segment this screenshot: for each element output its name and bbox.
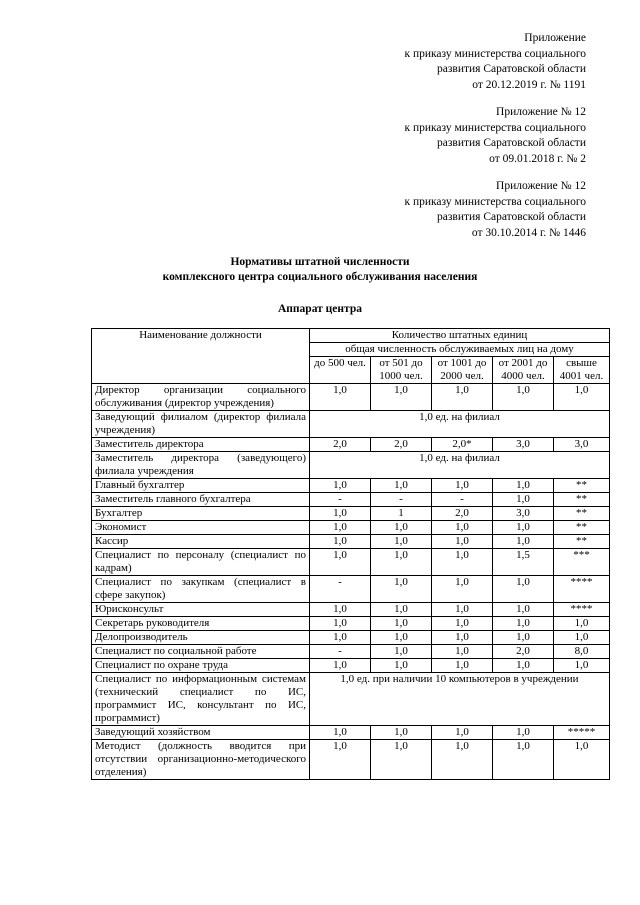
value-cell: 1,0 <box>310 535 371 549</box>
range-header: свыше 4001 чел. <box>554 357 610 384</box>
value-cell: 1,0 <box>371 726 432 740</box>
header-line: Приложение <box>524 32 586 44</box>
value-cell: *** <box>554 549 610 576</box>
value-cell: 1,0 <box>371 603 432 617</box>
table-row <box>92 673 610 726</box>
position-name: Бухгалтер <box>92 507 310 521</box>
value-cell: 1,0 <box>310 726 371 740</box>
value-cell: 1,0 <box>310 659 371 673</box>
table-row <box>92 603 610 617</box>
value-cell: 2,0 <box>493 645 554 659</box>
value-cell: 1 <box>371 507 432 521</box>
value-cell: 1,0 <box>310 549 371 576</box>
value-cell: 1,0 <box>371 645 432 659</box>
table-row <box>92 438 610 452</box>
position-name: Экономист <box>92 521 310 535</box>
range-header: до 500 чел. <box>310 357 371 384</box>
value-cell: 1,0 <box>493 493 554 507</box>
value-cell: 1,0 <box>554 659 610 673</box>
range-header: от 1001 до 2000 чел. <box>432 357 493 384</box>
value-cell: 1,0 <box>493 576 554 603</box>
position-name: Директор организации социального обслуживания (директор учреждения) <box>92 384 310 411</box>
position-name: Главный бухгалтер <box>92 479 310 493</box>
section-title: Аппарат центра <box>278 303 362 315</box>
count-header: Количество штатных единиц <box>310 329 610 343</box>
table-row <box>92 659 610 673</box>
document-title-line1: Нормативы штатной численности <box>230 256 410 268</box>
value-cell: 1,0 <box>371 549 432 576</box>
table-header-row <box>92 329 610 343</box>
value-cell: ** <box>554 521 610 535</box>
position-name: Секретарь руководителя <box>92 617 310 631</box>
header-line: от 09.01.2018 г. № 2 <box>489 152 586 165</box>
position-name: Специалист по информационным системам (технический специалист по ИС, программист ИС, консультант по ИС, программист) <box>92 673 310 726</box>
header-line: развития Саратовской области <box>437 211 586 223</box>
value-cell: - <box>310 493 371 507</box>
position-name: Заместитель главного бухгалтера <box>92 493 310 507</box>
value-cell: 3,0 <box>554 438 610 452</box>
value-cell: 2,0 <box>310 438 371 452</box>
position-name: Кассир <box>92 535 310 549</box>
value-cell: - <box>310 645 371 659</box>
position-header: Наименование должности <box>92 329 310 384</box>
value-cell: 1,0 <box>371 659 432 673</box>
value-cell: 3,0 <box>493 438 554 452</box>
header-line: к приказу министерства социального <box>404 47 586 60</box>
value-cell: 1,0 <box>310 507 371 521</box>
position-name: Методист (должность вводится при отсутствии организационно-методического отделения) <box>92 740 310 780</box>
header-line: Приложение № 12 <box>496 180 586 192</box>
value-cell: 1,0 <box>371 631 432 645</box>
value-cell: 1,0 <box>371 535 432 549</box>
value-cell: 1,5 <box>493 549 554 576</box>
value-cell: 1,0 <box>432 521 493 535</box>
header-line: развития Саратовской области <box>437 63 586 75</box>
header-line: от 30.10.2014 г. № 1446 <box>471 226 586 239</box>
table-row <box>92 507 610 521</box>
value-cell: 8,0 <box>554 645 610 659</box>
value-cell: 1,0 <box>310 384 371 411</box>
header-line: развития Саратовской области <box>437 137 586 149</box>
value-cell: 1,0 <box>371 479 432 493</box>
table-row <box>92 479 610 493</box>
value-cell: ** <box>554 493 610 507</box>
value-cell: ** <box>554 479 610 493</box>
value-cell: 2,0* <box>432 438 493 452</box>
table-row <box>92 411 610 438</box>
value-cell: 1,0 <box>310 617 371 631</box>
appendix-header-2014 <box>404 179 586 241</box>
value-cell: 1,0 <box>432 631 493 645</box>
table-row <box>92 726 610 740</box>
header-line: к приказу министерства социального <box>404 195 586 208</box>
document-title <box>0 255 640 285</box>
table-row <box>92 493 610 507</box>
position-name: Заместитель директора <box>92 438 310 452</box>
range-header: от 501 до 1000 чел. <box>371 357 432 384</box>
value-cell: 1,0 <box>493 384 554 411</box>
value-cell: 2,0 <box>432 507 493 521</box>
position-name: Заведующий филиалом (директор филиала учреждения) <box>92 411 310 438</box>
table-row <box>92 549 610 576</box>
table-row <box>92 645 610 659</box>
value-cell: 2,0 <box>371 438 432 452</box>
appendix-header-2019 <box>404 31 586 93</box>
document-title-line2: комплексного центра социального обслуживания населения <box>162 271 478 283</box>
value-cell: 1,0 <box>432 659 493 673</box>
value-cell: 1,0 <box>310 603 371 617</box>
span-value-cell: 1,0 ед. на филиал <box>310 452 610 479</box>
value-cell: 1,0 <box>493 535 554 549</box>
table-row <box>92 576 610 603</box>
value-cell: 1,0 <box>371 740 432 780</box>
value-cell: 1,0 <box>493 740 554 780</box>
range-header: от 2001 до 4000 чел. <box>493 357 554 384</box>
staffing-norms-table <box>91 328 610 780</box>
span-value-cell: 1,0 ед. при наличии 10 компьютеров в учреждении <box>310 673 610 726</box>
value-cell: 1,0 <box>432 726 493 740</box>
span-value-cell: 1,0 ед. на филиал <box>310 411 610 438</box>
table-body <box>92 384 610 780</box>
value-cell: 1,0 <box>493 617 554 631</box>
position-name: Делопроизводитель <box>92 631 310 645</box>
value-cell: 1,0 <box>432 384 493 411</box>
value-cell: 1,0 <box>432 576 493 603</box>
value-cell: ** <box>554 507 610 521</box>
appendix-header-2018 <box>404 105 586 167</box>
table-row <box>92 617 610 631</box>
value-cell: 1,0 <box>371 521 432 535</box>
value-cell: 1,0 <box>493 631 554 645</box>
served-people-header: общая численность обслуживаемых лиц на дому <box>310 343 610 357</box>
value-cell: 1,0 <box>432 535 493 549</box>
value-cell: 1,0 <box>554 617 610 631</box>
position-name: Специалист по закупкам (специалист в сфере закупок) <box>92 576 310 603</box>
value-cell: 1,0 <box>371 576 432 603</box>
value-cell: **** <box>554 576 610 603</box>
value-cell: 1,0 <box>310 479 371 493</box>
header-line: к приказу министерства социального <box>404 121 586 134</box>
value-cell: 3,0 <box>493 507 554 521</box>
header-line: Приложение № 12 <box>496 106 586 118</box>
position-name: Юрисконсульт <box>92 603 310 617</box>
table-row <box>92 384 610 411</box>
value-cell: 1,0 <box>493 479 554 493</box>
value-cell: ***** <box>554 726 610 740</box>
value-cell: - <box>432 493 493 507</box>
value-cell: - <box>371 493 432 507</box>
value-cell: 1,0 <box>310 740 371 780</box>
table-row <box>92 631 610 645</box>
value-cell: 1,0 <box>310 521 371 535</box>
position-name: Заведующий хозяйством <box>92 726 310 740</box>
table-row <box>92 740 610 780</box>
position-name: Заместитель директора (заведующего) филиала учреждения <box>92 452 310 479</box>
value-cell: 1,0 <box>432 617 493 631</box>
position-name: Специалист по персоналу (специалист по кадрам) <box>92 549 310 576</box>
value-cell: 1,0 <box>432 645 493 659</box>
value-cell: 1,0 <box>371 384 432 411</box>
value-cell: 1,0 <box>371 617 432 631</box>
value-cell: 1,0 <box>432 603 493 617</box>
value-cell: 1,0 <box>493 726 554 740</box>
value-cell: 1,0 <box>432 740 493 780</box>
value-cell: 1,0 <box>554 631 610 645</box>
value-cell: 1,0 <box>493 521 554 535</box>
value-cell: 1,0 <box>493 659 554 673</box>
value-cell: 1,0 <box>432 549 493 576</box>
value-cell: 1,0 <box>432 479 493 493</box>
position-name: Специалист по охране труда <box>92 659 310 673</box>
value-cell: 1,0 <box>554 740 610 780</box>
position-name: Специалист по социальной работе <box>92 645 310 659</box>
value-cell: 1,0 <box>493 603 554 617</box>
table-row <box>92 452 610 479</box>
table-row <box>92 521 610 535</box>
table-row <box>92 535 610 549</box>
value-cell: 1,0 <box>310 631 371 645</box>
value-cell: **** <box>554 603 610 617</box>
header-line: от 20.12.2019 г. № 1191 <box>472 78 586 91</box>
value-cell: ** <box>554 535 610 549</box>
value-cell: - <box>310 576 371 603</box>
value-cell: 1,0 <box>554 384 610 411</box>
